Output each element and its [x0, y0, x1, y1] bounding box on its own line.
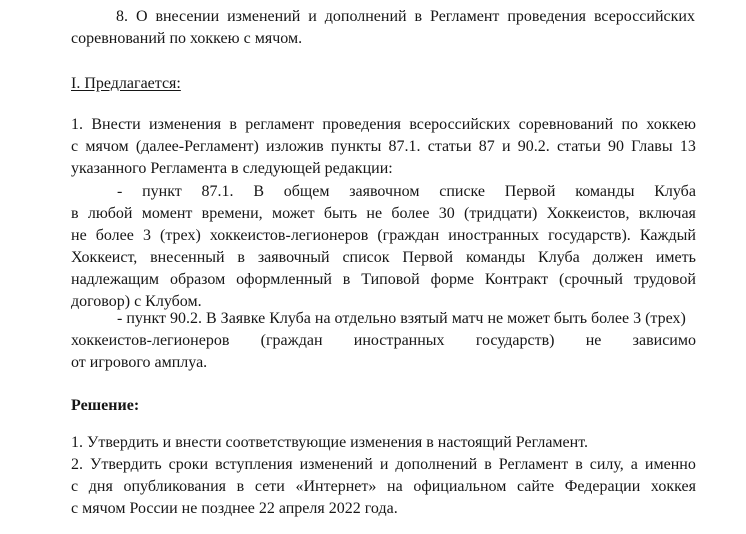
p871-line6: договор) с Клубом.	[71, 293, 202, 310]
p871-line3	[71, 225, 696, 247]
word: официальном	[413, 478, 507, 495]
word: дополнений	[324, 8, 407, 25]
word: внесении	[155, 8, 220, 25]
word: сроки	[168, 456, 209, 473]
word: (срочный	[558, 271, 623, 288]
word: и	[501, 138, 511, 155]
word: Утвердить	[90, 456, 162, 473]
word: Клуба	[654, 183, 696, 200]
word: именно	[644, 456, 696, 473]
word: трудовой	[633, 271, 696, 288]
word: 1.	[71, 116, 83, 133]
word: оформленный	[236, 271, 332, 288]
p1-line1	[71, 114, 696, 136]
word: (граждан	[377, 227, 440, 244]
word: в	[575, 456, 583, 473]
word: хоккея	[650, 478, 696, 495]
word: более	[391, 205, 430, 222]
word: проведения	[322, 116, 401, 133]
item8-line1	[116, 6, 695, 28]
word: (далее-Регламент)	[135, 138, 259, 155]
word: мячом	[85, 138, 129, 155]
word: дополнений	[395, 456, 478, 473]
word: О	[135, 8, 148, 25]
decision-1: 1. Утвердить и внести соответствующие изменения в настоящий Регламент.	[71, 434, 589, 451]
word: в	[71, 205, 79, 222]
word: любой	[87, 205, 133, 222]
p871-line5	[71, 269, 696, 291]
word: команды	[465, 249, 526, 266]
word: 87	[478, 138, 495, 155]
word: (граждан	[260, 332, 323, 349]
word: общем	[283, 183, 330, 200]
p1-line2	[71, 136, 696, 158]
word: 87.1.	[201, 183, 234, 200]
word: 13	[679, 138, 696, 155]
word: всероссийских	[409, 116, 511, 133]
word: Клуба	[538, 249, 580, 266]
word: 90.2.	[517, 138, 550, 155]
word: в	[229, 116, 237, 133]
word: проведения	[507, 8, 586, 25]
word: опубликования	[123, 478, 227, 495]
word: 2.	[71, 456, 83, 473]
word: государств).	[548, 227, 631, 244]
word: изложив	[266, 138, 324, 155]
word: силу,	[589, 456, 624, 473]
word: «Интернет»	[295, 478, 377, 495]
word: 8.	[116, 8, 128, 25]
word: 90	[607, 138, 624, 155]
decision-2-line3: с мячом России не позднее 22 апреля 2022 года.	[71, 500, 398, 517]
p871-line4	[71, 247, 696, 269]
word: пункты	[330, 138, 382, 155]
word: соревнований	[518, 116, 614, 133]
word: в	[237, 249, 245, 266]
word: форме	[430, 271, 474, 288]
word: В	[253, 183, 264, 200]
word: а	[630, 456, 638, 473]
word: вступления	[215, 456, 293, 473]
p902-line3: от игрового амплуа.	[71, 354, 208, 371]
word: сайте	[516, 478, 555, 495]
word: Типовой	[361, 271, 420, 288]
word: всероссийских	[593, 8, 695, 25]
decision-heading: Решение:	[71, 397, 140, 414]
item8-line2: соревнований по хоккею с мячом.	[71, 30, 303, 47]
word: Главы	[631, 138, 673, 155]
word: заявочном	[349, 183, 420, 200]
word: в	[236, 478, 245, 495]
word: Внести	[91, 116, 141, 133]
word: (тридцати)	[464, 205, 538, 222]
word: и	[379, 456, 389, 473]
word: не	[71, 227, 87, 244]
word: быть	[323, 205, 358, 222]
word: включая	[638, 205, 696, 222]
word: иностранных	[448, 227, 540, 244]
word: Регламент	[430, 8, 500, 25]
word: регламент	[245, 116, 315, 133]
word: 87.1.	[388, 138, 421, 155]
decision-2-line1	[71, 454, 696, 476]
word: не	[585, 332, 602, 349]
word: -	[117, 183, 123, 200]
word: в	[342, 271, 351, 288]
word: надлежащим	[71, 271, 160, 288]
proposal-heading: I. Предлагается:	[71, 75, 181, 92]
word: хоккею	[646, 116, 696, 133]
word: иностранных	[353, 332, 445, 349]
word: Регламент	[498, 456, 569, 473]
word: с	[71, 478, 79, 495]
word: Каждый	[639, 227, 696, 244]
word: более	[95, 227, 134, 244]
word: иметь	[655, 249, 696, 266]
word: момент	[141, 205, 193, 222]
word: на	[387, 478, 403, 495]
word: зависимо	[632, 332, 696, 349]
word: список	[342, 249, 390, 266]
word: изменения	[149, 116, 222, 133]
word: (трех)	[160, 227, 201, 244]
word: изменений	[299, 456, 373, 473]
word: хоккеистов-легионеров	[71, 332, 230, 349]
word: пункт	[142, 183, 182, 200]
word: списке	[439, 183, 486, 200]
word: Хоккеист,	[71, 249, 138, 266]
word: статьи	[556, 138, 601, 155]
word: Контракт	[484, 271, 549, 288]
word: Первой	[402, 249, 454, 266]
word: может	[271, 205, 315, 222]
p871-line2	[71, 203, 696, 225]
decision-2-line2	[71, 476, 696, 498]
word: хоккеистов-легионеров	[209, 227, 369, 244]
p871-line1	[117, 181, 696, 203]
word: дня	[88, 478, 113, 495]
word: внесенный	[150, 249, 225, 266]
word: изменений	[227, 8, 301, 25]
word: Первой	[504, 183, 556, 200]
word: 3	[142, 227, 151, 244]
word: и	[308, 8, 317, 25]
word: сети	[254, 478, 285, 495]
p902-line1: - пункт 90.2. В Заявке Клуба на отдельно взятый матч не может быть более 3 (трех)	[117, 310, 686, 327]
word: Хоккеистов,	[546, 205, 630, 222]
word: должен	[592, 249, 643, 266]
word: в	[414, 8, 423, 25]
word: 30	[438, 205, 455, 222]
word: Федерации	[564, 478, 641, 495]
p1-line3: указанного Регламента в следующей редакции:	[71, 160, 393, 177]
word: статьи	[427, 138, 472, 155]
word: не	[366, 205, 383, 222]
p902-line2	[71, 330, 696, 352]
word: по	[621, 116, 639, 133]
word: заявочный	[257, 249, 330, 266]
word: в	[484, 456, 492, 473]
word: образом	[169, 271, 226, 288]
word: государств)	[475, 332, 555, 349]
word: с	[71, 138, 79, 155]
word: команды	[575, 183, 635, 200]
word: времени,	[201, 205, 263, 222]
